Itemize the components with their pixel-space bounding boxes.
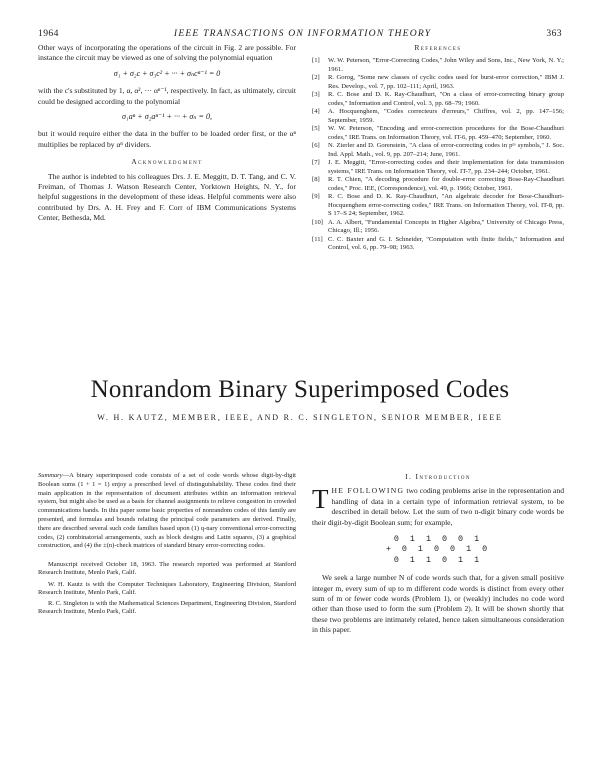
running-header [38,28,562,42]
header-page: 363 [546,28,562,39]
acknowledgment-heading: Acknowledgment [131,157,203,167]
abstract-text: —A binary superimposed code consists of a set of code words whose digit-by-digit Boolean sums (1 + 1 = 1) enjoy a prescribed level of distinguishability. These codes find their main application in the representation of document attributes within an information retrieval system, but might also be used as a basis for channel assignments to relieve congestion in crowded communications bands. In this paper some basic properties of nonrandom codes of this family are presented, and formulas and bounds relating the principal code parameters are derived. Finally, there are described several such code families based upon (1) q-nary conventional error-correcting codes, (2) combinatorial arrangements, such as block designs and Latin squares, (3) a graphical construction, and (4) the ±(n)-check matrices of standard binary error-correcting codes. [38,472,296,550]
introduction-heading: I. Introduction [405,472,471,481]
reference-item: [9] R. C. Bose and D. K. Ray-Chaudhuri, "An algebraic decoder for Bose-Chaudhuri-Hocquenghem error-correcting codes," IRE Trans. on Information Theory, vol. IT-8, pp. S 17–S 24; September, 1962. [312,193,564,217]
reference-item: [1] W. W. Peterson, "Error-Correcting Codes," John Wiley and Sons, Inc., New York, N. Y.; 1961. [312,57,564,73]
paper-authors: W. H. KAUTZ, MEMBER, IEEE, AND R. C. SINGLETON, SENIOR MEMBER, IEEE [97,413,503,422]
footnote-received: Manuscript received October 18, 1963. The research reported was performed at Stanford Research Institute, Menlo Park, Calif. [38,561,296,577]
reference-item: [4] A. Hocquenghem, "Codes correcteurs d'erreurs," Chiffres, vol. 2, pp. 147–156; September, 1959. [312,108,564,124]
introduction-column [312,472,564,639]
reference-item: [10] A. A. Albert, "Fundamental Concepts in Higher Algebra," University of Chicago Press, Chicago, Ill.; 1956. [312,218,564,234]
intro-paragraph-1: THE FOLLOWING two coding problems arise in the representation and handling of data in a certain type of information retrieval system, to be described in detail below. Let the sum of two n-digit binary code words be their digit-by-digit Boolean sum; for example, [312,484,564,527]
codeword-line: 0 1 1 0 0 1 [393,534,483,545]
codeword-line: + 0 1 0 0 1 0 [385,544,491,555]
references-section [312,43,564,253]
abstract-column [38,472,296,619]
codeword-example [312,534,564,565]
references-heading: References [414,43,462,52]
equation: σ₁aⁿ + σ₂aⁿ⁻¹ + ··· + σₙ = 0, [122,112,212,122]
footnote-author-2: R. C. Singleton is with the Mathematical Sciences Department, Engineering Division, Stanford Research Institute, Menlo Park, Calif. [38,599,296,616]
paragraph: but it would require either the data in the buffer to be loaded order first, or the αⁿ multiplies be replaced by αⁿ dividers. [38,129,296,149]
reference-item: [5] W. W. Peterson, "Encoding and error-correction procedures for the Bose-Chaudhuri codes," IRE Trans. on Information Theory, vol. IT-6, pp. 459–470; September, 1960. [312,125,564,141]
reference-item: [7] J. E. Meggitt, "Error-correcting codes and their implementation for data transmission systems," IRE Trans. on Information Theory, vol. IT-7, pp. 234–244; October, 1961. [312,159,564,175]
reference-item: [3] R. C. Bose and D. K. Ray-Chaudhuri, "On a class of error-correcting binary group codes," Information and Control, vol. 3, pp. 68–79; 1960. [312,91,564,107]
reference-item: [2] R. Gorog, "Some new classes of cyclic codes used for burst-error correction," IBM J. Res. Develop., vol. 7, pp. 102–111; April, 1963. [312,74,564,90]
paragraph: Other ways of incorporating the operations of the circuit in Fig. 2 are possible. For instance the circuit may be viewed as one of solving the polynomial equation [38,43,296,63]
drop-cap: T [312,484,329,515]
footnote-author-1: W. H. Kautz is with the Computer Techniques Laboratory, Engineering Division, Stanford Research Institute, Menlo Park, Calif. [38,580,296,596]
abstract [38,472,296,551]
header-year: 1964 [38,28,59,39]
reference-item: [8] R. T. Chien, "A decoding procedure for double-error correcting Bose-Ray-Chaudhuri codes," Proc. IEE, (Correspondence), vol. 49, p. 1966; October, 1961. [312,176,564,192]
references-list [312,57,564,252]
header-journal: IEEE TRANSACTIONS ON INFORMATION THEORY [173,28,432,39]
intro-lead-caps: HE FOLLOWING [331,486,405,496]
reference-item: [6] N. Zierler and D. Gorenstein, "A class of error-correcting codes in pᵐ symbols," J. Soc. Ind. Appl. Math., vol. 9, pp. 207–214; June, 1961. [312,142,564,158]
footnote [38,561,296,616]
paragraph: with the c's substituted by 1, α, α², ··· αⁿ⁻¹, respectively. In fact, as ultimately, circuit could be designed according to the polynomial [38,86,296,106]
codeword-line: 0 1 1 0 1 1 [393,554,483,565]
paper-title: Nonrandom Binary Superimposed Codes [90,376,510,403]
previous-article-end [38,43,296,227]
abstract-lead: Summary [38,472,63,479]
acknowledgment-text: The author is indebted to his colleagues Drs. J. E. Meggitt, D. T. Tang, and C. V. Freiman, of Thomas J. Watson Research Center, Yorktown Heights, N. Y., for helpful suggestions in the development of these ideas. Helpful comments were also contributed by Drs. A. H. Frey and F. Corr of IBM Communications Systems Center, Bethesda, Md. [38,171,296,223]
reference-item: [11] C. C. Baxter and G. I. Schneider, "Computation with finite fields," Information and Control, vol. 6, pp. 79–98; 1963. [312,235,564,251]
equation: σ₁ + σ₂c + σ₃c² + ··· + σₙcⁿ⁻¹ = 0 [113,68,221,78]
intro-paragraph-2: We seek a large number N of code words such that, for a given small positive integer m, every sum of up to m different code words is distinct from every other sum of m or fewer code words (Problem 1), or (weakly) includes no code word other than those used to form the sum (Problem 2). It will be shown shortly that these two problems are intimately related, hence taken simultaneous consideration in this paper. [312,573,564,635]
